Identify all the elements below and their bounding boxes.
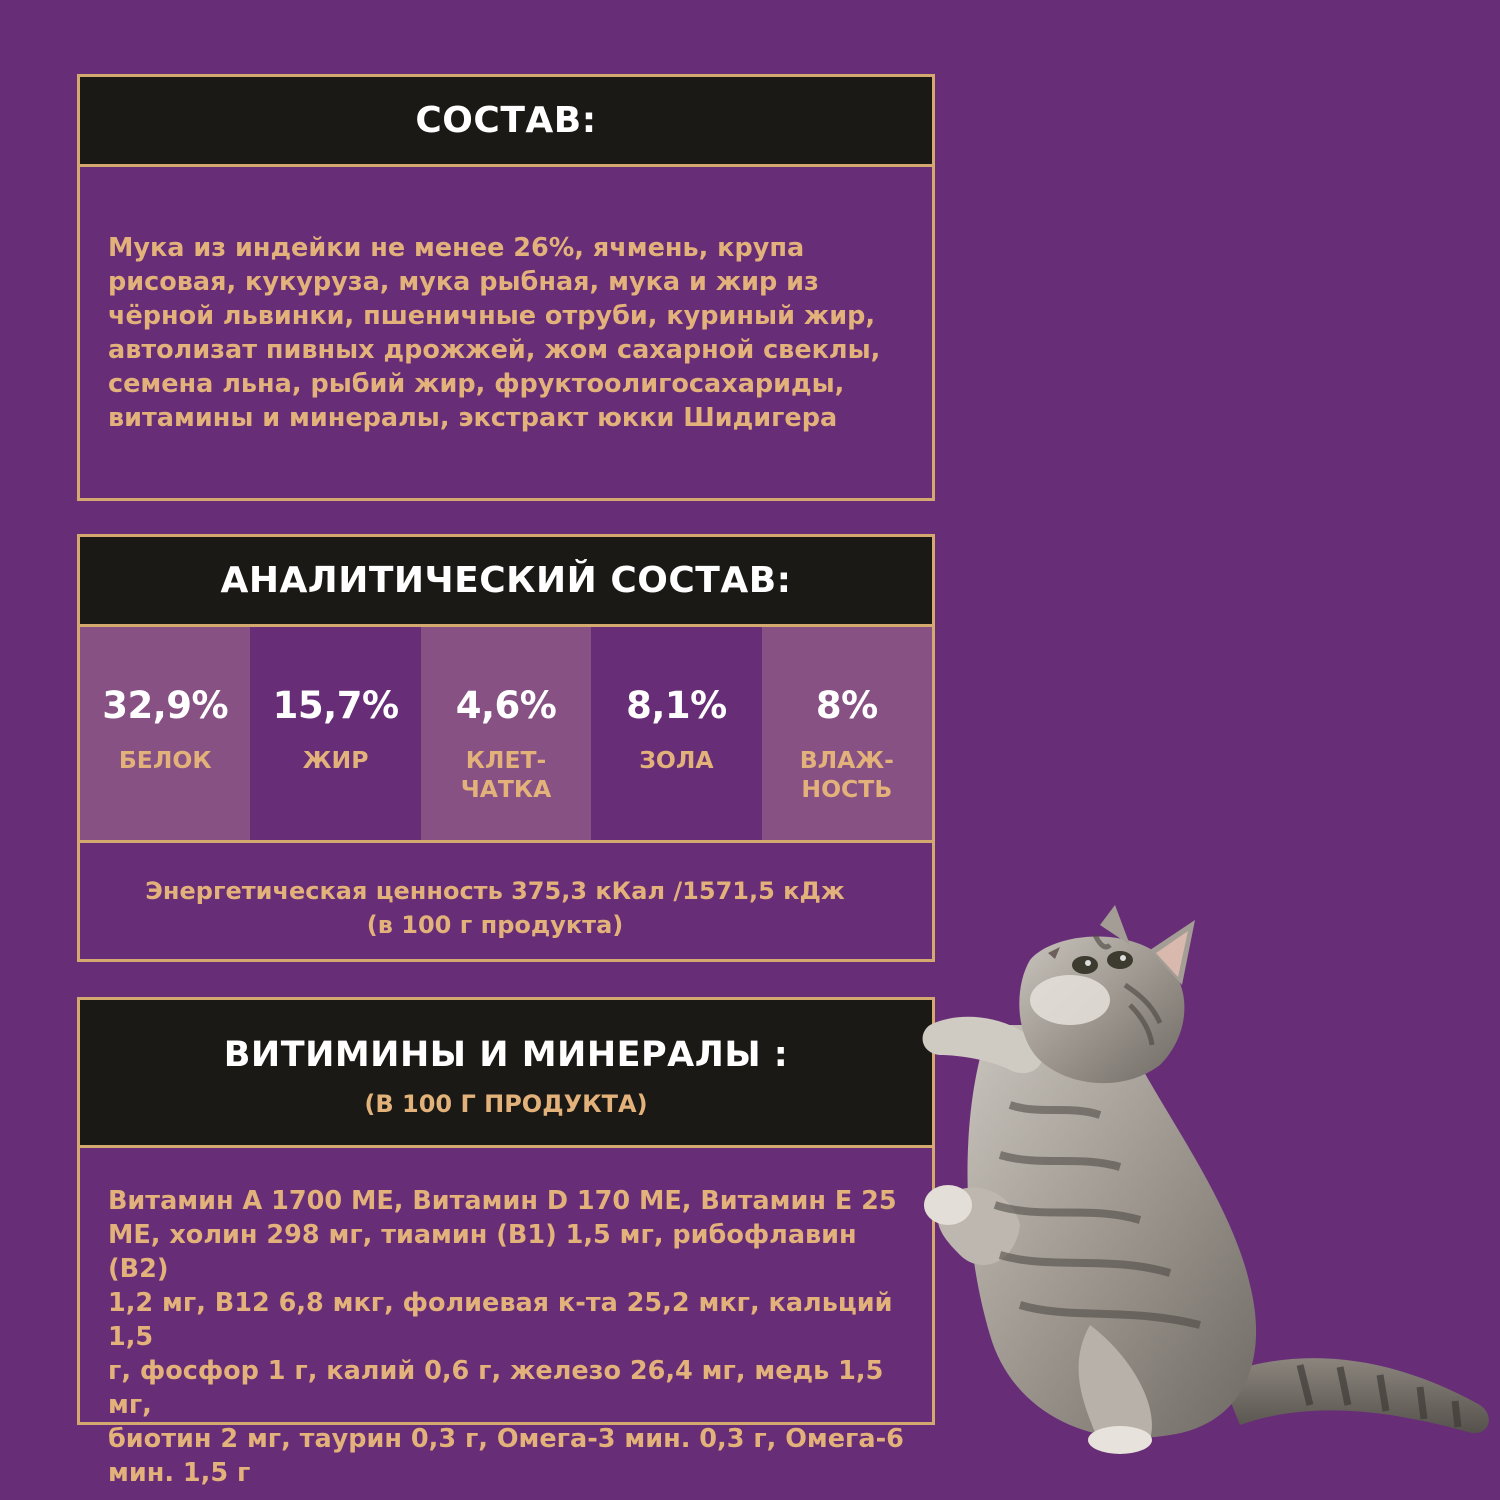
metric-ash <box>591 627 761 840</box>
metric-value: 8,1% <box>626 684 727 727</box>
metric-label: БЕЛОК <box>118 746 212 774</box>
composition-title: СОСТАВ: <box>80 77 932 167</box>
vitamins-panel <box>77 997 935 1488</box>
metrics-row <box>80 627 932 843</box>
metric-label: КЛЕТ- ЧАТКА <box>460 746 552 803</box>
metric-value: 4,6% <box>455 684 557 727</box>
metric-label: ВЛАЖ- НОСТЬ <box>799 746 894 803</box>
metric-value: 15,7% <box>272 684 399 727</box>
metric-label: ЖИР <box>302 746 369 774</box>
vitamins-text: Витамин А 1700 МЕ, Витамин D 170 МЕ, Витамин Е 25 МЕ, холин 298 мг, тиамин (В1) 1,5 мг, рибофлавин (В2) 1,2 мг, В12 6,8 мкг, фолиевая к-та 25,2 мкг, кальций 1,5 г, фосфор 1 г, калий 0,6 г, железо 26,4 мг, медь 1,5 мг, биотин 2 мг, таурин 0,3 г, Омега-3 мин. 0,3 г, Омега-6 мин. 1,5 г <box>108 1186 904 1488</box>
vitamins-subtitle: (В 100 Г ПРОДУКТА) <box>364 1090 648 1118</box>
composition-text: Мука из индейки не менее 26%, ячмень, крупа рисовая, кукуруза, мука рыбная, мука и жир из чёрной львинки, пшеничные отруби, куриный жир, автолизат пивных дрожжей, жом сахарной свеклы, семена льна, рыбий жир, фруктоолигосахариды, витамины и минералы, экстракт юкки Шидигера <box>108 233 881 433</box>
kitten-image <box>920 905 1500 1500</box>
vitamins-header <box>80 1000 932 1148</box>
analytical-title: АНАЛИТИЧЕСКИЙ СОСТАВ: <box>80 537 932 627</box>
metric-label: ЗОЛА <box>639 746 714 774</box>
metric-fiber <box>421 627 591 840</box>
composition-panel <box>77 74 935 501</box>
metric-moisture <box>762 627 932 840</box>
energy-value: Энергетическая ценность 375,3 кКал /1571,5 кДж (в 100 г продукта) <box>145 877 845 939</box>
analytical-panel <box>77 534 935 962</box>
metric-value: 8% <box>815 684 878 727</box>
vitamins-title: ВИТИМИНЫ И МИНЕРАЛЫ : <box>223 1035 789 1075</box>
metric-protein <box>80 627 250 840</box>
metric-value: 32,9% <box>102 684 229 727</box>
metric-fat <box>250 627 420 840</box>
